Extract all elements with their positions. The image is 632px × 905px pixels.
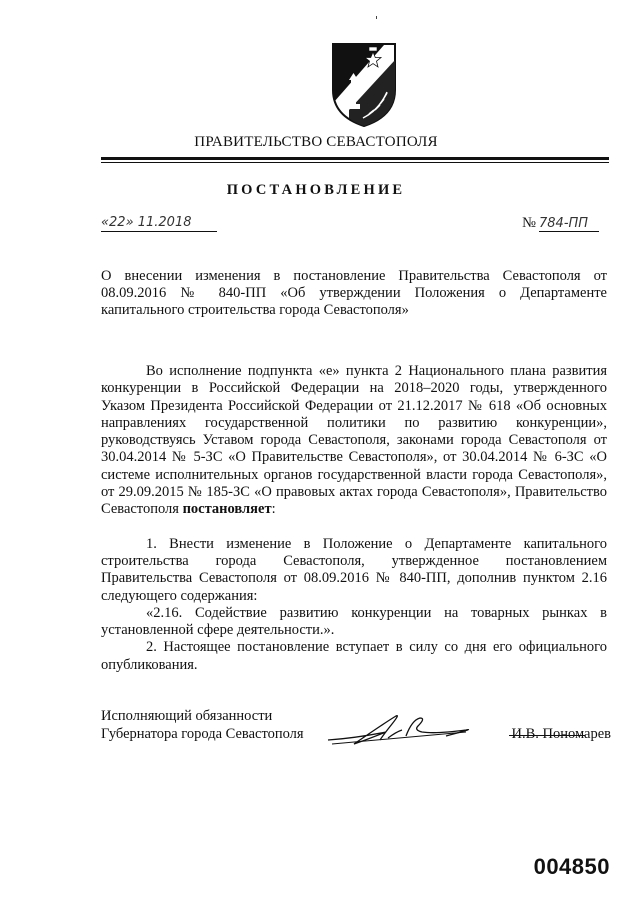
- item-1-quote: «2.16. Содействие развитию конкуренции на товарных рынках в установленной сфере деятельности.».: [101, 604, 607, 639]
- document-type-title: ПОСТАНОВЛЕНИЕ: [226, 182, 406, 198]
- header-divider-thick: [101, 157, 609, 160]
- number-value: 784-ПП: [539, 216, 599, 232]
- date-number-row: [101, 215, 609, 237]
- signatory-position: [101, 708, 304, 743]
- item-1-paragraph: 1. Внести изменение в Положение о Департаменте капитального строительства города Севастополя, утвержденное постановлением Правительства Севастополя от 08.09.2016 № 840-ПП, дополнив пунктом 2.16 следующего содержания:: [101, 535, 607, 604]
- position-line-2: Губернатора города Севастополя: [101, 725, 304, 742]
- document-subject: О внесении изменения в постановление Правительства Севастополя от 08.09.2016 № 840-ПП «Об утверждении Положения о Департаменте капитального строительства города Севастополя»: [101, 268, 607, 319]
- signature-block: [101, 708, 611, 758]
- organization-name: ПРАВИТЕЛЬСТВО СЕВАСТОПОЛЯ: [194, 134, 438, 150]
- header-divider-thin: [101, 162, 609, 163]
- preamble-colon: :: [271, 501, 276, 518]
- preamble-text: Во исполнение подпункта «е» пункта 2 Национального плана развития конкуренции в Российской Федерации на 2018–2020 годы, утвержденного Указом Президента Российской Федерации от 21.12.2017 № 618 «Об основных направлениях государственной политики по развитию конкуренции», руководствуясь Уставом города Севастополя, законами города Севастополя от 30.04.2014 № 5-ЗС «О Правительстве Севастополя», от 30.04.2014 № 6-ЗС «О системе исполнительных органов государственной власти города Севастополя», от 29.09.2015 № 185-ЗС «О правовых актах города Севастополя», Правительство Севастополя: [101, 363, 607, 518]
- serial-number: 004850: [533, 854, 610, 879]
- scan-mark: [376, 16, 377, 19]
- item-2-paragraph: 2. Настоящее постановление вступает в силу со дня его официального опубликования.: [101, 639, 607, 673]
- document-number: [522, 215, 599, 232]
- signatory-name: [511, 726, 611, 744]
- document-date: «22» 11.2018: [101, 215, 217, 232]
- document-body: [101, 363, 607, 674]
- number-sign: №: [522, 215, 536, 231]
- preamble-paragraph: [101, 363, 607, 519]
- signature-stroke-overlap: [509, 735, 585, 736]
- signatory-name-text: И.В. Пономарев: [511, 725, 611, 742]
- position-line-1: Исполняющий обязанности: [101, 708, 273, 724]
- preamble-decree-word: постановляет: [182, 501, 272, 518]
- coat-of-arms-emblem: [329, 40, 399, 128]
